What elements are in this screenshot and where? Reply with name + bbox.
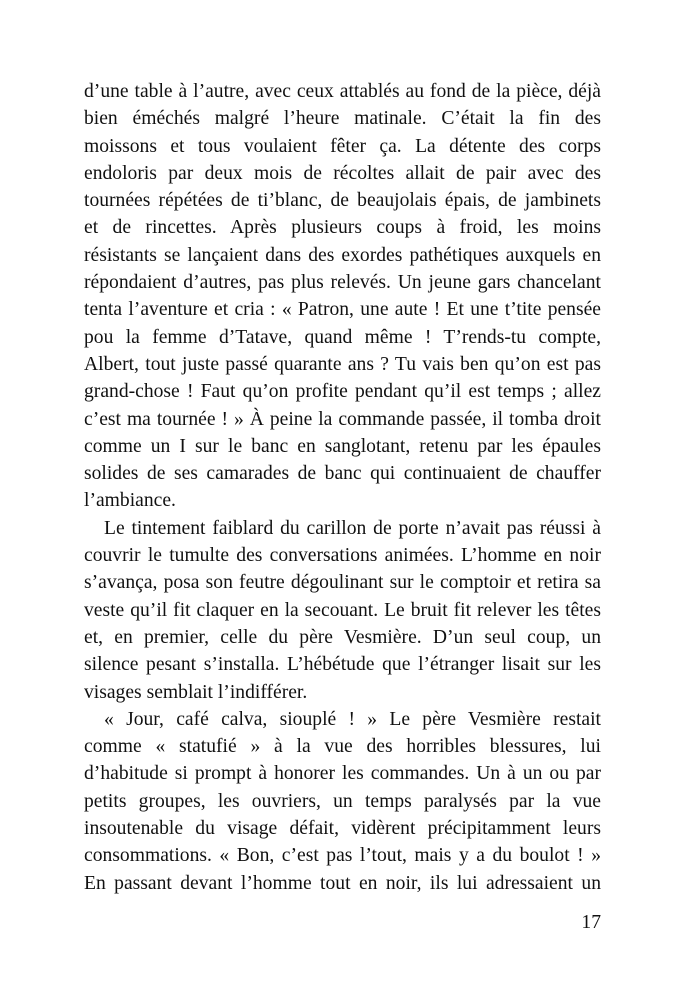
text-line: Albert, tout juste passé quarante ans ? Tu vais ben qu’on est pas (84, 353, 601, 375)
text-line: d’habitude si prompt à honorer les commandes. Un à un ou par (84, 763, 601, 785)
text-line: veste qu’il fit claquer en la secouant. Le bruit fit relever les têtes (84, 599, 601, 621)
text-line: pou la femme d’Tatave, quand même ! T’rends-tu compte, (84, 326, 601, 348)
text-line: comme « statufié » à la vue des horribles blessures, lui (84, 736, 601, 758)
page-number: 17 (581, 912, 601, 933)
paragraph (84, 706, 601, 897)
text-line: et de rincettes. Après plusieurs coups à froid, les moins (84, 217, 601, 239)
text-line: comme un I sur le banc en sanglotant, retenu par les épaules (84, 435, 601, 457)
paragraph (84, 515, 601, 706)
text-line: couvrir le tumulte des conversations animées. L’homme en noir (84, 545, 601, 567)
text-line: et, en premier, celle du père Vesmière. D’un seul coup, un (84, 626, 601, 648)
text-line: c’est ma tournée ! » À peine la commande passée, il tomba droit (84, 408, 601, 430)
body-text (84, 78, 601, 897)
text-line: tournées répétées de ti’blanc, de beaujolais épais, de jambinets (84, 190, 601, 212)
text-line: solides de ses camarades de banc qui continuaient de chauffer (84, 463, 601, 485)
text-line: silence pesant s’installa. L’hébétude que l’étranger lisait sur les (84, 654, 601, 676)
text-line: bien éméchés malgré l’heure matinale. C’était la fin des (84, 108, 601, 130)
text-line: En passant devant l’homme tout en noir, ils lui adressaient un (84, 872, 601, 894)
text-line: tenta l’aventure et cria : « Patron, une aute ! Et une t’tite pensée (84, 299, 601, 321)
text-line: insoutenable du visage défait, vidèrent précipitamment leurs (84, 818, 601, 840)
text-line: consommations. « Bon, c’est pas l’tout, mais y a du boulot ! » (84, 845, 601, 867)
text-line: endoloris par deux mois de récoltes allait de pair avec des (84, 162, 601, 184)
text-line: moissons et tous voulaient fêter ça. La détente des corps (84, 135, 601, 157)
text-line: « Jour, café calva, siouplé ! » Le père Vesmière restait (104, 708, 601, 730)
text-line: l’ambiance. (84, 490, 176, 512)
text-line: résistants se lançaient dans des exordes pathétiques auxquels en (84, 244, 601, 266)
text-line: d’une table à l’autre, avec ceux attablés au fond de la pièce, déjà (84, 81, 601, 102)
text-line: visages semblait l’indifférer. (84, 681, 308, 703)
text-line: grand-chose ! Faut qu’on profite pendant qu’il est temps ; allez (84, 381, 601, 403)
text-line: répondaient d’autres, pas plus relevés. Un jeune gars chancelant (84, 272, 601, 294)
text-line: petits groupes, les ouvriers, un temps paralysés par la vue (84, 790, 601, 812)
text-line: s’avança, posa son feutre dégoulinant sur le comptoir et retira sa (84, 572, 601, 594)
paragraph (84, 78, 601, 515)
text-line: Le tintement faiblard du carillon de porte n’avait pas réussi à (104, 517, 601, 539)
